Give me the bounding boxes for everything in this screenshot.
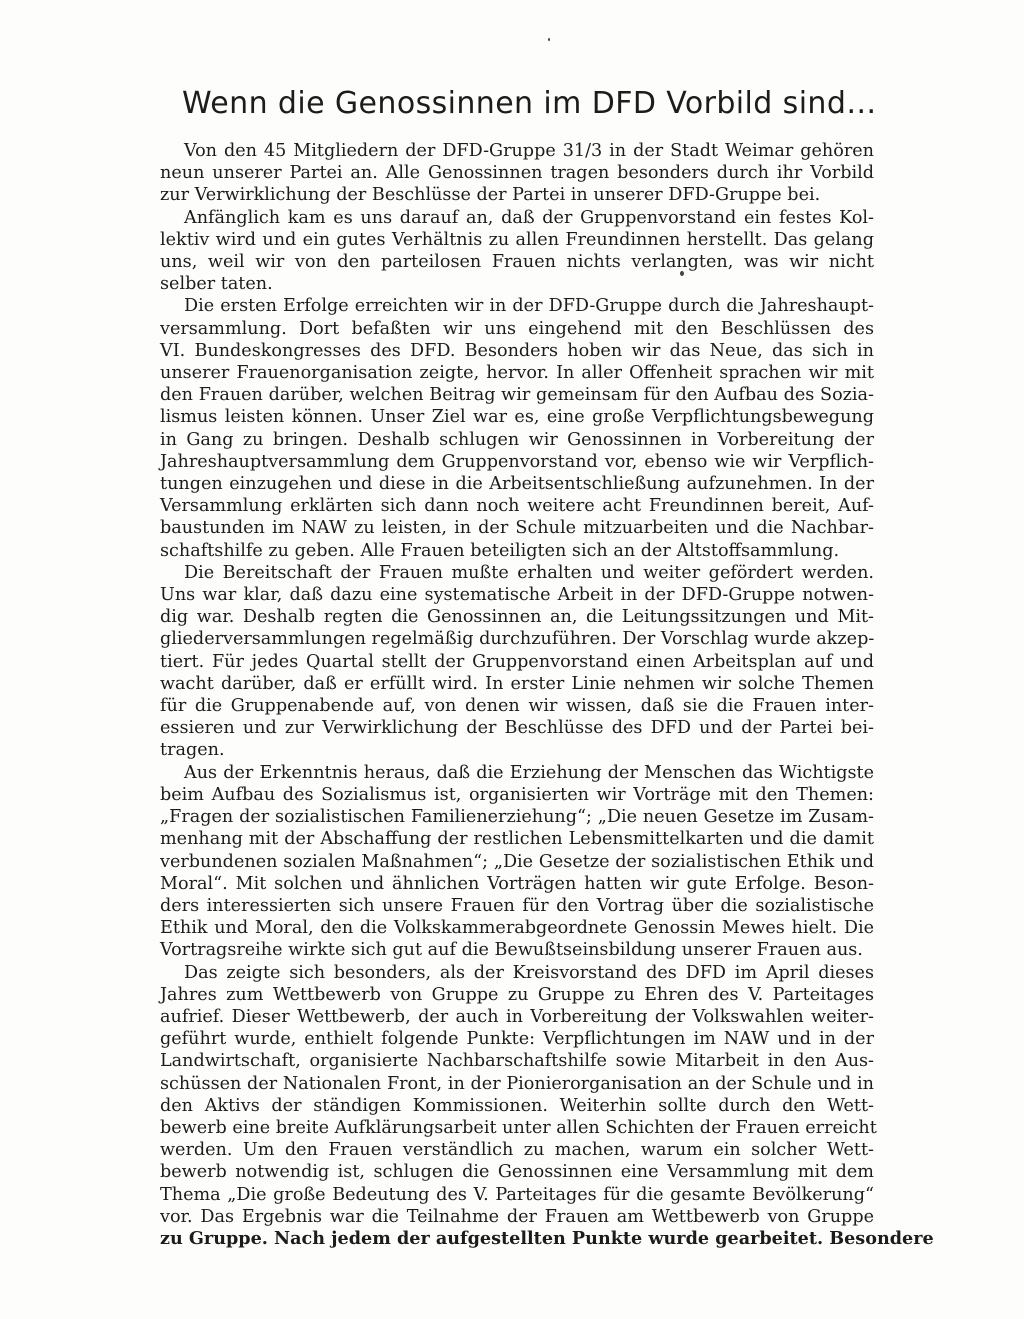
document-page (160, 84, 934, 1250)
text-line: Das zeigte sich besonders, als der Kreisvorstand des DFD im April dieses (184, 962, 874, 983)
text-line: bewerb eine breite Aufklärungsarbeit unter allen Schichten der Frauen erreicht (160, 1117, 877, 1138)
text-line: wacht darüber, daß er erfüllt wird. In erster Linie nehmen wir solche Themen (160, 673, 874, 694)
text-line: den Aktivs der ständigen Kommissionen. Weiterhin sollte durch den Wett- (160, 1095, 874, 1116)
text-line: uns, weil wir von den parteilosen Frauen nichts verlangten, was wir nicht (160, 252, 874, 273)
text-line: in Gang zu bringen. Deshalb schlugen wir Genossinnen in Vorbereitung der (160, 429, 874, 450)
text-line: Landwirtschaft, organisierte Nachbarschaftshilfe sowie Mitarbeit in den Aus- (160, 1051, 874, 1072)
text-line: verbundenen sozialen Maßnahmen“; „Die Gesetze der sozialistischen Ethik und (160, 851, 874, 872)
text-line: vor. Das Ergebnis war die Teilnahme der Frauen am Wettbewerb von Gruppe (160, 1206, 874, 1227)
text-line: Von den 45 Mitgliedern der DFD-Gruppe 31/3 in der Stadt Weimar gehören (184, 141, 874, 161)
text-line: beim Aufbau des Sozialismus ist, organisierten wir Vorträge mit den Themen: (160, 784, 874, 805)
text-line: selber taten. (160, 274, 273, 295)
text-line: Versammlung erklärten sich dann noch weitere acht Freundinnen bereit, Auf- (160, 496, 874, 517)
paragraph-2 (160, 207, 874, 296)
text-line: unserer Frauenorganisation zeigte, hervor. In aller Offenheit sprachen wir mit (160, 363, 874, 384)
paragraph-4 (160, 562, 874, 762)
text-line: tragen. (160, 740, 225, 761)
text-line: ders interessierten sich unsere Frauen für den Vortrag über die sozialistische (160, 895, 874, 916)
text-line: werden. Um den Frauen verständlich zu machen, warum ein solcher Wett- (160, 1140, 874, 1161)
text-line: Uns war klar, daß dazu eine systematische Arbeit in der DFD-Gruppe notwen- (160, 585, 874, 606)
paragraph-5 (160, 762, 874, 962)
text-line: „Fragen der sozialistischen Familienerziehung“; „Die neuen Gesetze im Zusam- (160, 807, 874, 828)
text-line: aufrief. Dieser Wettbewerb, der auch in Vorbereitung der Volkswahlen weiter- (160, 1006, 874, 1027)
text-line: Aus der Erkenntnis heraus, daß die Erziehung der Menschen das Wichtigste (184, 762, 874, 783)
paragraph-1 (160, 140, 874, 207)
text-line: für die Gruppenabende auf, von denen wir wissen, daß sie die Frauen inter- (160, 696, 874, 717)
text-line: zu Gruppe. Nach jedem der aufgestellten Punkte wurde gearbeitet. Besondere (160, 1227, 934, 1249)
text-line: Moral“. Mit solchen und ähnlichen Vorträgen hatten wir gute Erfolge. Beson- (160, 873, 874, 894)
text-line: Vortragsreihe wirkte sich gut auf die Bewußtseinsbildung unserer Frauen aus. (160, 940, 863, 961)
text-line: schüssen der Nationalen Front, in der Pionierorganisation an der Schule und in (160, 1073, 874, 1094)
text-line: Jahreshauptversammlung dem Gruppenvorstand vor, ebenso wie wir Verpflich- (160, 451, 874, 472)
text-line: neun unserer Partei an. Alle Genossinnen tragen besonders durch ihr Vorbild (160, 163, 874, 184)
text-line: Ethik und Moral, den die Volkskammerabgeordnete Genossin Mewes hielt. Die (160, 918, 874, 939)
paragraph-3 (160, 295, 874, 561)
text-line: Thema „Die große Bedeutung des V. Parteitages für die gesamte Bevölkerung“ (160, 1184, 874, 1205)
article-title: Wenn die Genossinnen im DFD Vorbild sind… (182, 86, 877, 121)
text-line: Die Bereitschaft der Frauen mußte erhalten und weiter gefördert werden. (184, 562, 874, 583)
text-line: dig war. Deshalb regten die Genossinnen an, die Leitungssitzungen und Mit- (160, 607, 874, 628)
text-line: gliederversammlungen regelmäßig durchzuführen. Der Vorschlag wurde akzep- (160, 629, 875, 650)
text-line: bewerb notwendig ist, schlugen die Genossinnen eine Versammlung mit dem (160, 1162, 874, 1183)
text-line: den Frauen darüber, welchen Beitrag wir gemeinsam für den Aufbau des Sozia- (160, 385, 874, 406)
text-line: lektiv wird und ein gutes Verhältnis zu allen Freundinnen herstellt. Das gelang (160, 229, 874, 250)
text-line: geführt wurde, enthielt folgende Punkte: Verpflichtungen im NAW und in der (160, 1029, 874, 1050)
text-line: Die ersten Erfolge erreichten wir in der DFD-Gruppe durch die Jahreshaupt- (184, 296, 874, 317)
text-line: VI. Bundeskongresses des DFD. Besonders hoben wir das Neue, das sich in (160, 340, 874, 361)
text-line: Anfänglich kam es uns darauf an, daß der Gruppenvorstand ein festes Kol- (184, 207, 874, 228)
text-line: essieren und zur Verwirklichung der Beschlüsse des DFD und der Partei bei- (160, 718, 874, 739)
scan-speck (548, 38, 550, 41)
text-line: menhang mit der Abschaffung der restlichen Lebensmittelkarten und die damit (160, 829, 874, 850)
article-body (160, 140, 934, 1250)
text-line: versammlung. Dort befaßten wir uns eingehend mit den Beschlüssen des (160, 318, 874, 339)
text-line: lismus leisten können. Unser Ziel war es, eine große Verpflichtungsbewegung (160, 407, 874, 428)
text-line: tiert. Für jedes Quartal stellt der Gruppenvorstand einen Arbeitsplan auf und (160, 651, 874, 672)
text-line: schaftshilfe zu geben. Alle Frauen beteiligten sich an der Altstoffsammlung. (160, 540, 840, 561)
text-line: Jahres zum Wettbewerb von Gruppe zu Gruppe zu Ehren des V. Parteitages (160, 984, 874, 1005)
paragraph-6 (160, 962, 934, 1251)
text-line: tungen einzugehen und diese in die Arbeitsentschließung aufzunehmen. In der (160, 474, 874, 495)
text-line: baustunden im NAW zu leisten, in der Schule mitzuarbeiten und die Nachbar- (160, 518, 874, 539)
text-line: zur Verwirklichung der Beschlüsse der Partei in unserer DFD-Gruppe bei. (160, 185, 821, 206)
